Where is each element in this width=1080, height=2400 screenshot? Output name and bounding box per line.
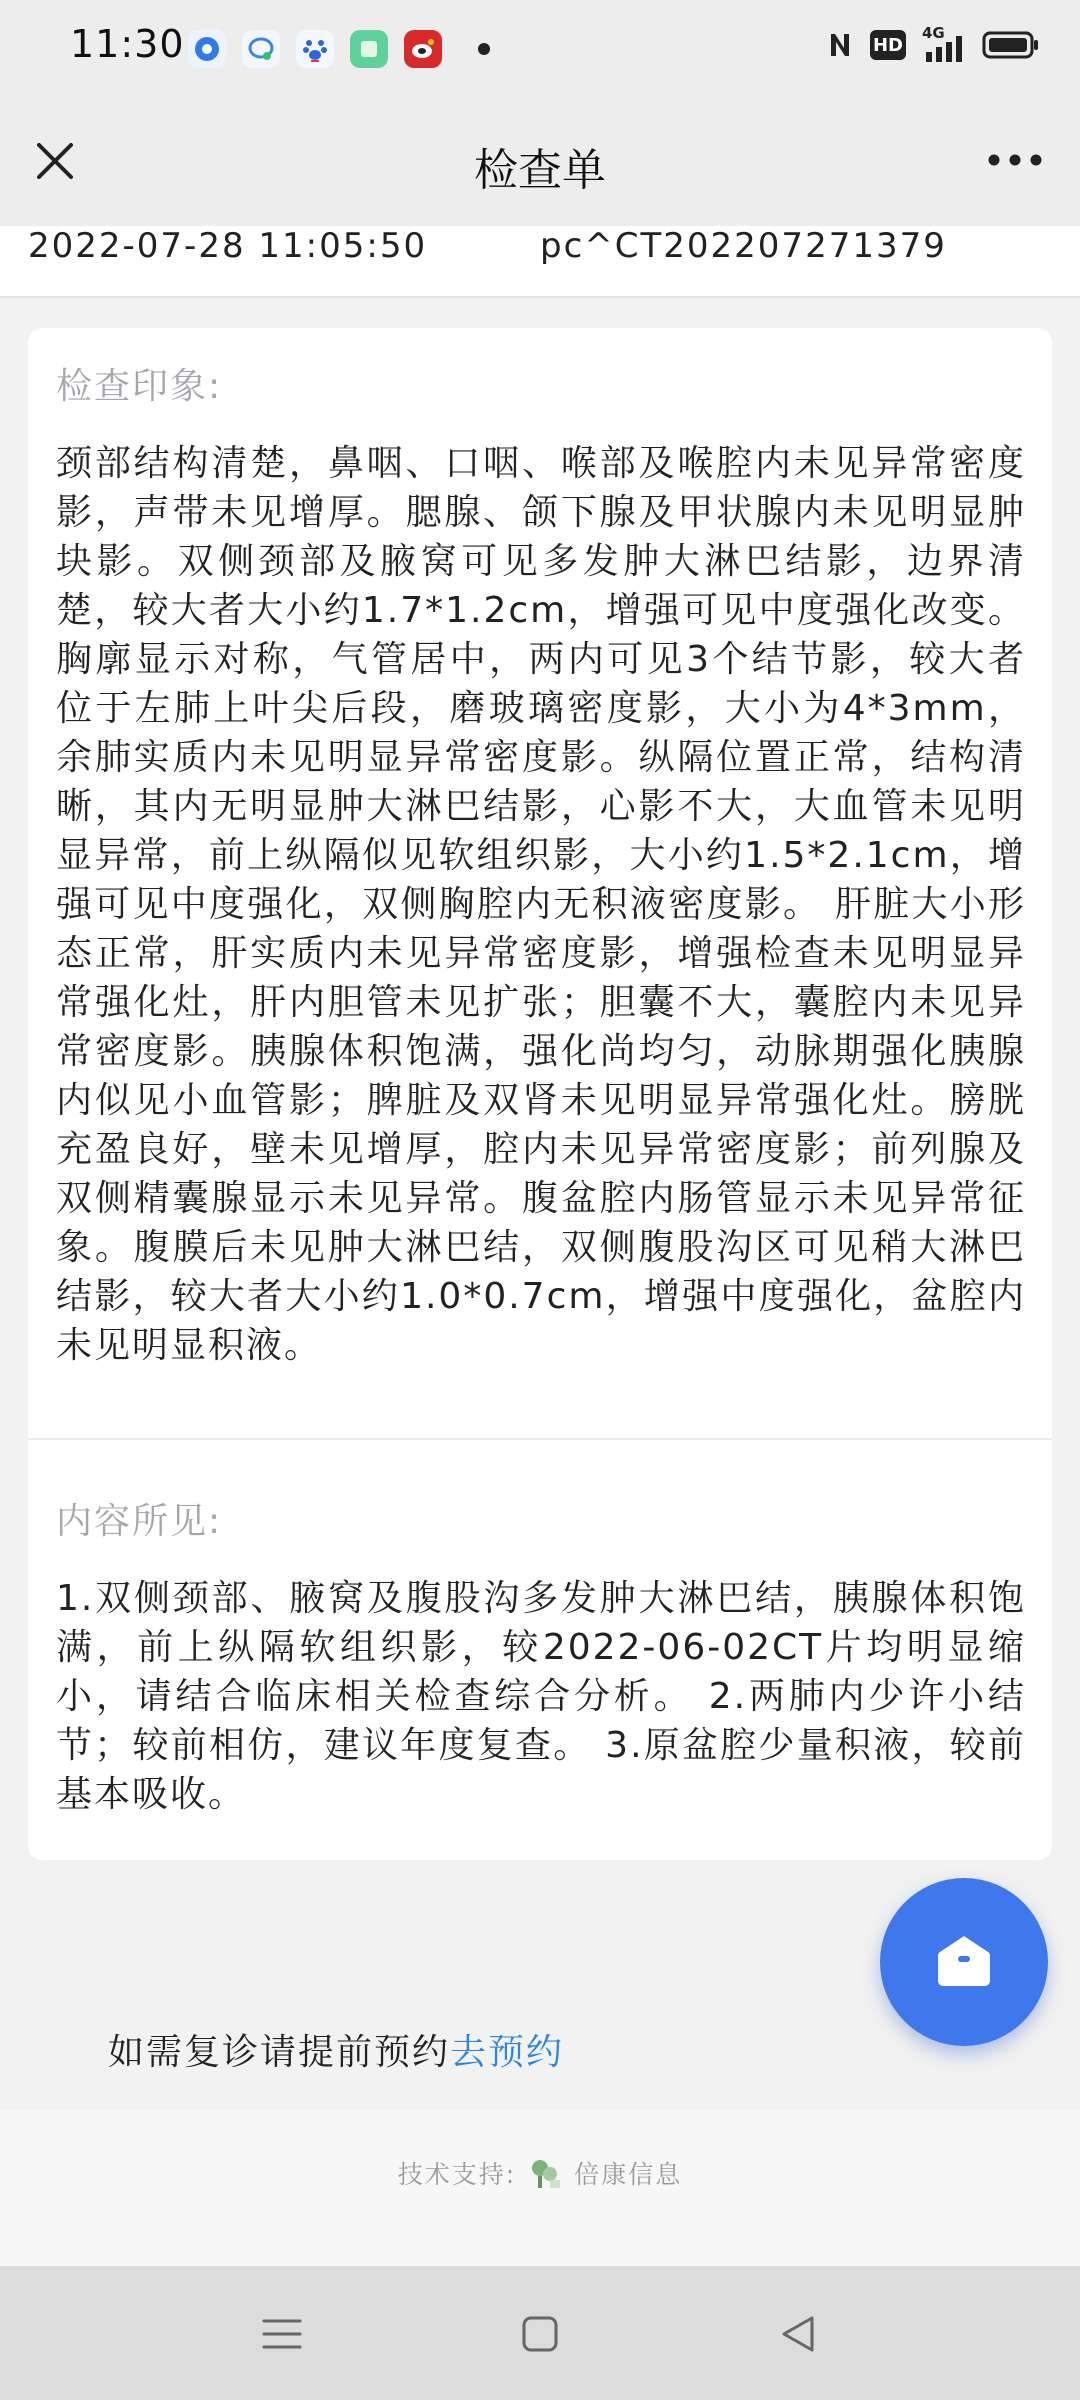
report-card [28,328,1052,1860]
exam-id: pc^CT202207271379 [540,226,947,266]
findings-text: 1.双侧颈部、腋窝及腹股沟多发肿大淋巴结，胰腺体积饱满，前上纵隔软组织影，较2022-06-02CT片均明显缩小，请结合临床相关检查综合分析。 2.两肺内少许小结节；较前相仿，建议年度复查。 3.原盆腔少量积液，较前基本吸收。 [56,1578,1026,1815]
notes-app-icon [350,30,388,68]
page-title: 检查单 [474,145,606,196]
status-time: 11:30 [70,22,185,66]
square-icon [520,2314,560,2354]
menu-icon [262,2316,302,2352]
baidu-app-icon [296,30,334,68]
more-icon [987,153,1043,167]
company-logo-icon [526,2154,564,2192]
more-notifications-icon [478,43,490,55]
home-icon [924,1922,1004,2002]
home-nav-button[interactable] [510,2304,570,2364]
signal-icon: 4G [922,28,966,62]
company-name: 倍康信息 [574,2160,683,2189]
tech-support-label: 技术支持: [397,2160,517,2189]
hd-icon: HD [870,30,906,60]
status-bar [0,0,1080,96]
floating-home-button[interactable] [880,1878,1048,2046]
status-indicators [826,24,1040,62]
exam-datetime: 2022-07-28 11:05:50 [28,226,428,266]
record-info [0,226,1080,298]
tech-support [0,2154,1080,2192]
chat-app-icon [242,30,280,68]
app-header [0,96,1080,226]
nfc-icon [826,30,854,60]
impression-text: 颈部结构清楚，鼻咽、口咽、喉部及喉腔内未见异常密度影，声带未见增厚。腮腺、颌下腺及甲状腺内未见明显肿块影。双侧颈部及腋窝可见多发肿大淋巴结影，边界清楚，较大者大小约1.7*1.2cm，增强可见中度强化改变。 胸廓显示对称，气管居中，两内可见3个结节影，较大者位于左肺上叶尖后段，磨玻璃密度影，大小为4*3mm，余肺实质内未见明显异常密度影。纵隔位置正常，结构清晰，其内无明显肿大淋巴结影，心影不大，大血管未见明显异常，前上纵隔似见软组织影，大小约1.5*2.1cm，增强可见中度强化，双侧胸腔内无积液密度影。 肝脏大小形态正常，肝实质内未见异常密度影，增强检查未见明显异常强化灶，肝内胆管未见扩张；胆囊不大，囊腔内未见异常密度影。胰腺体积饱满，强化尚均匀，动脉期强化胰腺内似见小血管影；脾脏及双肾未见明显异常强化灶。膀胱充盈良好，壁未见增厚，腔内未见异常密度影；前列腺及双侧精囊腺显示未见异常。腹盆腔内肠管显示未见异常征象。腹膜后未见肿大淋巴结，双侧腹股沟区可见稍大淋巴结影，较大者大小约1.0*0.7cm，增强中度强化，盆腔内未见明显积液。 [56,443,1026,1366]
back-triangle-icon [778,2314,818,2354]
appointment-prompt [108,2024,564,2075]
browser-app-icon [188,30,226,68]
system-navigation-bar [0,2266,1080,2400]
findings-label: 内容所见: [56,1501,223,1542]
book-appointment-link[interactable]: 去预约 [450,2032,565,2073]
battery-icon [982,30,1040,60]
appointment-text: 如需复诊请提前预约 [108,2032,451,2073]
impression-section [56,358,1026,1370]
footer [0,2110,1080,2266]
back-nav-button[interactable] [768,2304,828,2364]
notification-icons [188,30,490,68]
findings-section [56,1493,1026,1819]
section-divider [28,1438,1052,1440]
weibo-app-icon [404,30,442,68]
impression-label: 检查印象: [56,366,223,407]
more-button[interactable] [980,140,1050,180]
recent-apps-button[interactable] [252,2304,312,2364]
